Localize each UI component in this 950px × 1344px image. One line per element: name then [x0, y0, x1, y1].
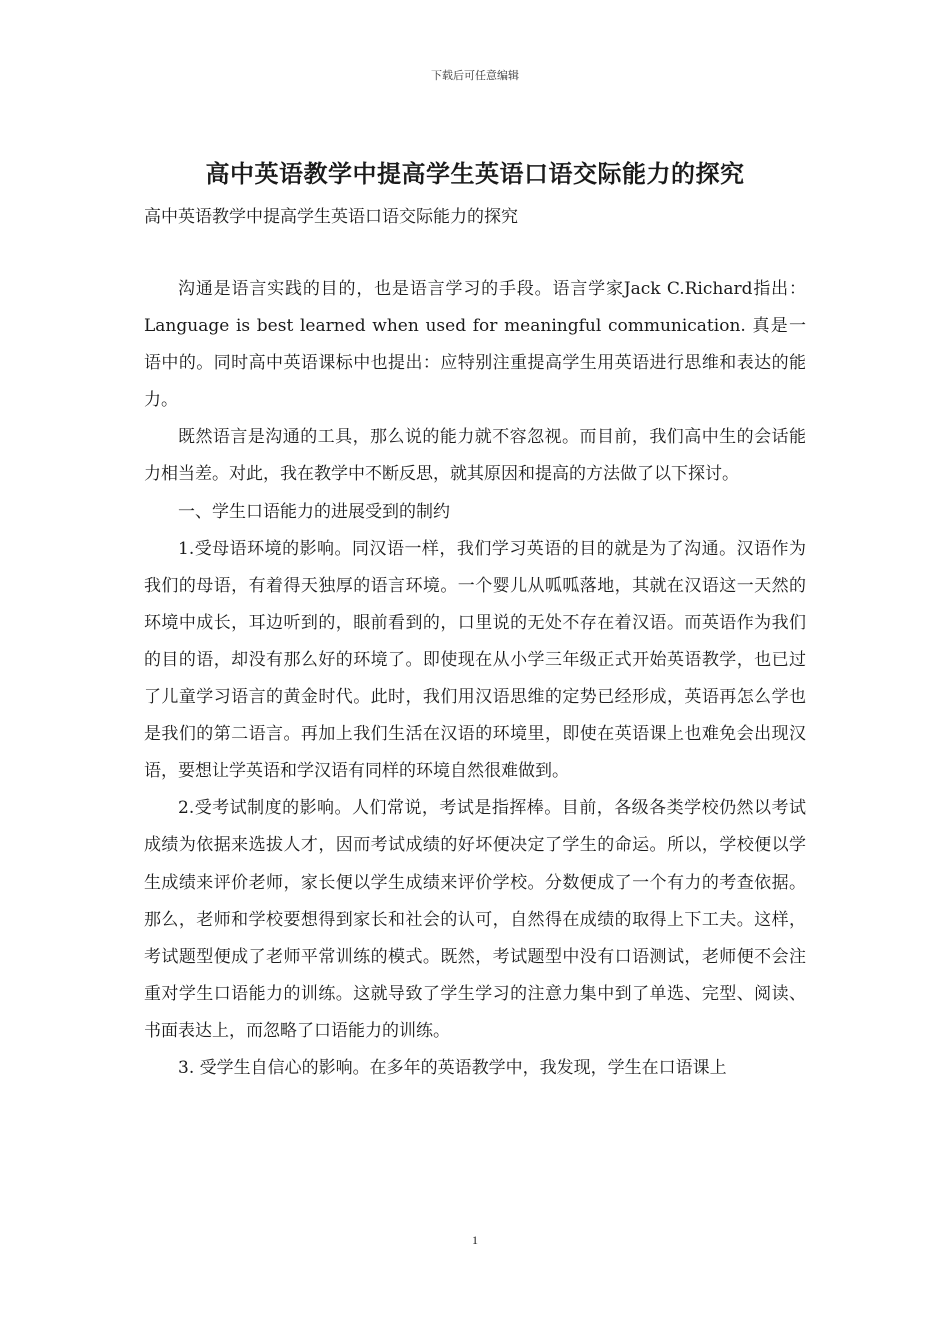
section-heading-1: 一、学生口语能力的进展受到的制约	[178, 501, 450, 522]
document-subtitle: 高中英语教学中提高学生英语口语交际能力的探究	[144, 207, 518, 227]
document-title: 高中英语教学中提高学生英语口语交际能力的探究	[205, 159, 745, 188]
paragraph-intro: 沟通是语言实践的目的，也是语言学习的手段。语言学家Jack C.Richard指出：Language is best learned when used for meaningful communication. 真是一语中的。同时高中英语课标中也提出：应特别注重提高学生用英语进行思维和表达的能力。	[144, 279, 806, 411]
paragraph-point-3: 3. 受学生自信心的影响。在多年的英语教学中，我发现，学生在口语课上	[178, 1057, 727, 1078]
paragraph-point-1: 1.受母语环境的影响。同汉语一样，我们学习英语的目的就是为了沟通。汉语作为我们的母语，有着得天独厚的语言环境。一个婴儿从呱呱落地，其就在汉语这一天然的环境中成长，耳边听到的，眼前看到的，口里说的无处不存在着汉语。而英语作为我们的目的语，却没有那么好的环境了。即使现在从小学三年级正式开始英语教学，也已过了儿童学习语言的黄金时代。此时，我们用汉语思维的定势已经形成，英语再怎么学也是我们的第二语言。再加上我们生活在汉语的环境里，即使在英语课上也难免会出现汉语，要想让学英语和学汉语有同样的环境自然很难做到。	[144, 538, 806, 782]
document-body	[144, 271, 806, 1087]
header-note: 下载后可任意编辑	[431, 69, 519, 82]
paragraph-point-2: 2.受考试制度的影响。人们常说，考试是指挥棒。目前，各级各类学校仍然以考试成绩为依据来选拔人才，因而考试成绩的好坏便决定了学生的命运。所以，学校便以学生成绩来评价老师，家长便以学生成绩来评价学校。分数便成了一个有力的考查依据。那么，老师和学校要想得到家长和社会的认可，自然得在成绩的取得上下工夫。这样，考试题型便成了老师平常训练的模式。既然，考试题型中没有口语测试，老师便不会注重对学生口语能力的训练。这就导致了学生学习的注意力集中到了单选、完型、阅读、书面表达上，而忽略了口语能力的训练。	[144, 798, 806, 1041]
page-number: 1	[472, 1233, 478, 1247]
paragraph-context: 既然语言是沟通的工具，那么说的能力就不容忽视。而目前，我们高中生的会话能力相当差。对此，我在教学中不断反思，就其原因和提高的方法做了以下探讨。	[144, 427, 806, 485]
